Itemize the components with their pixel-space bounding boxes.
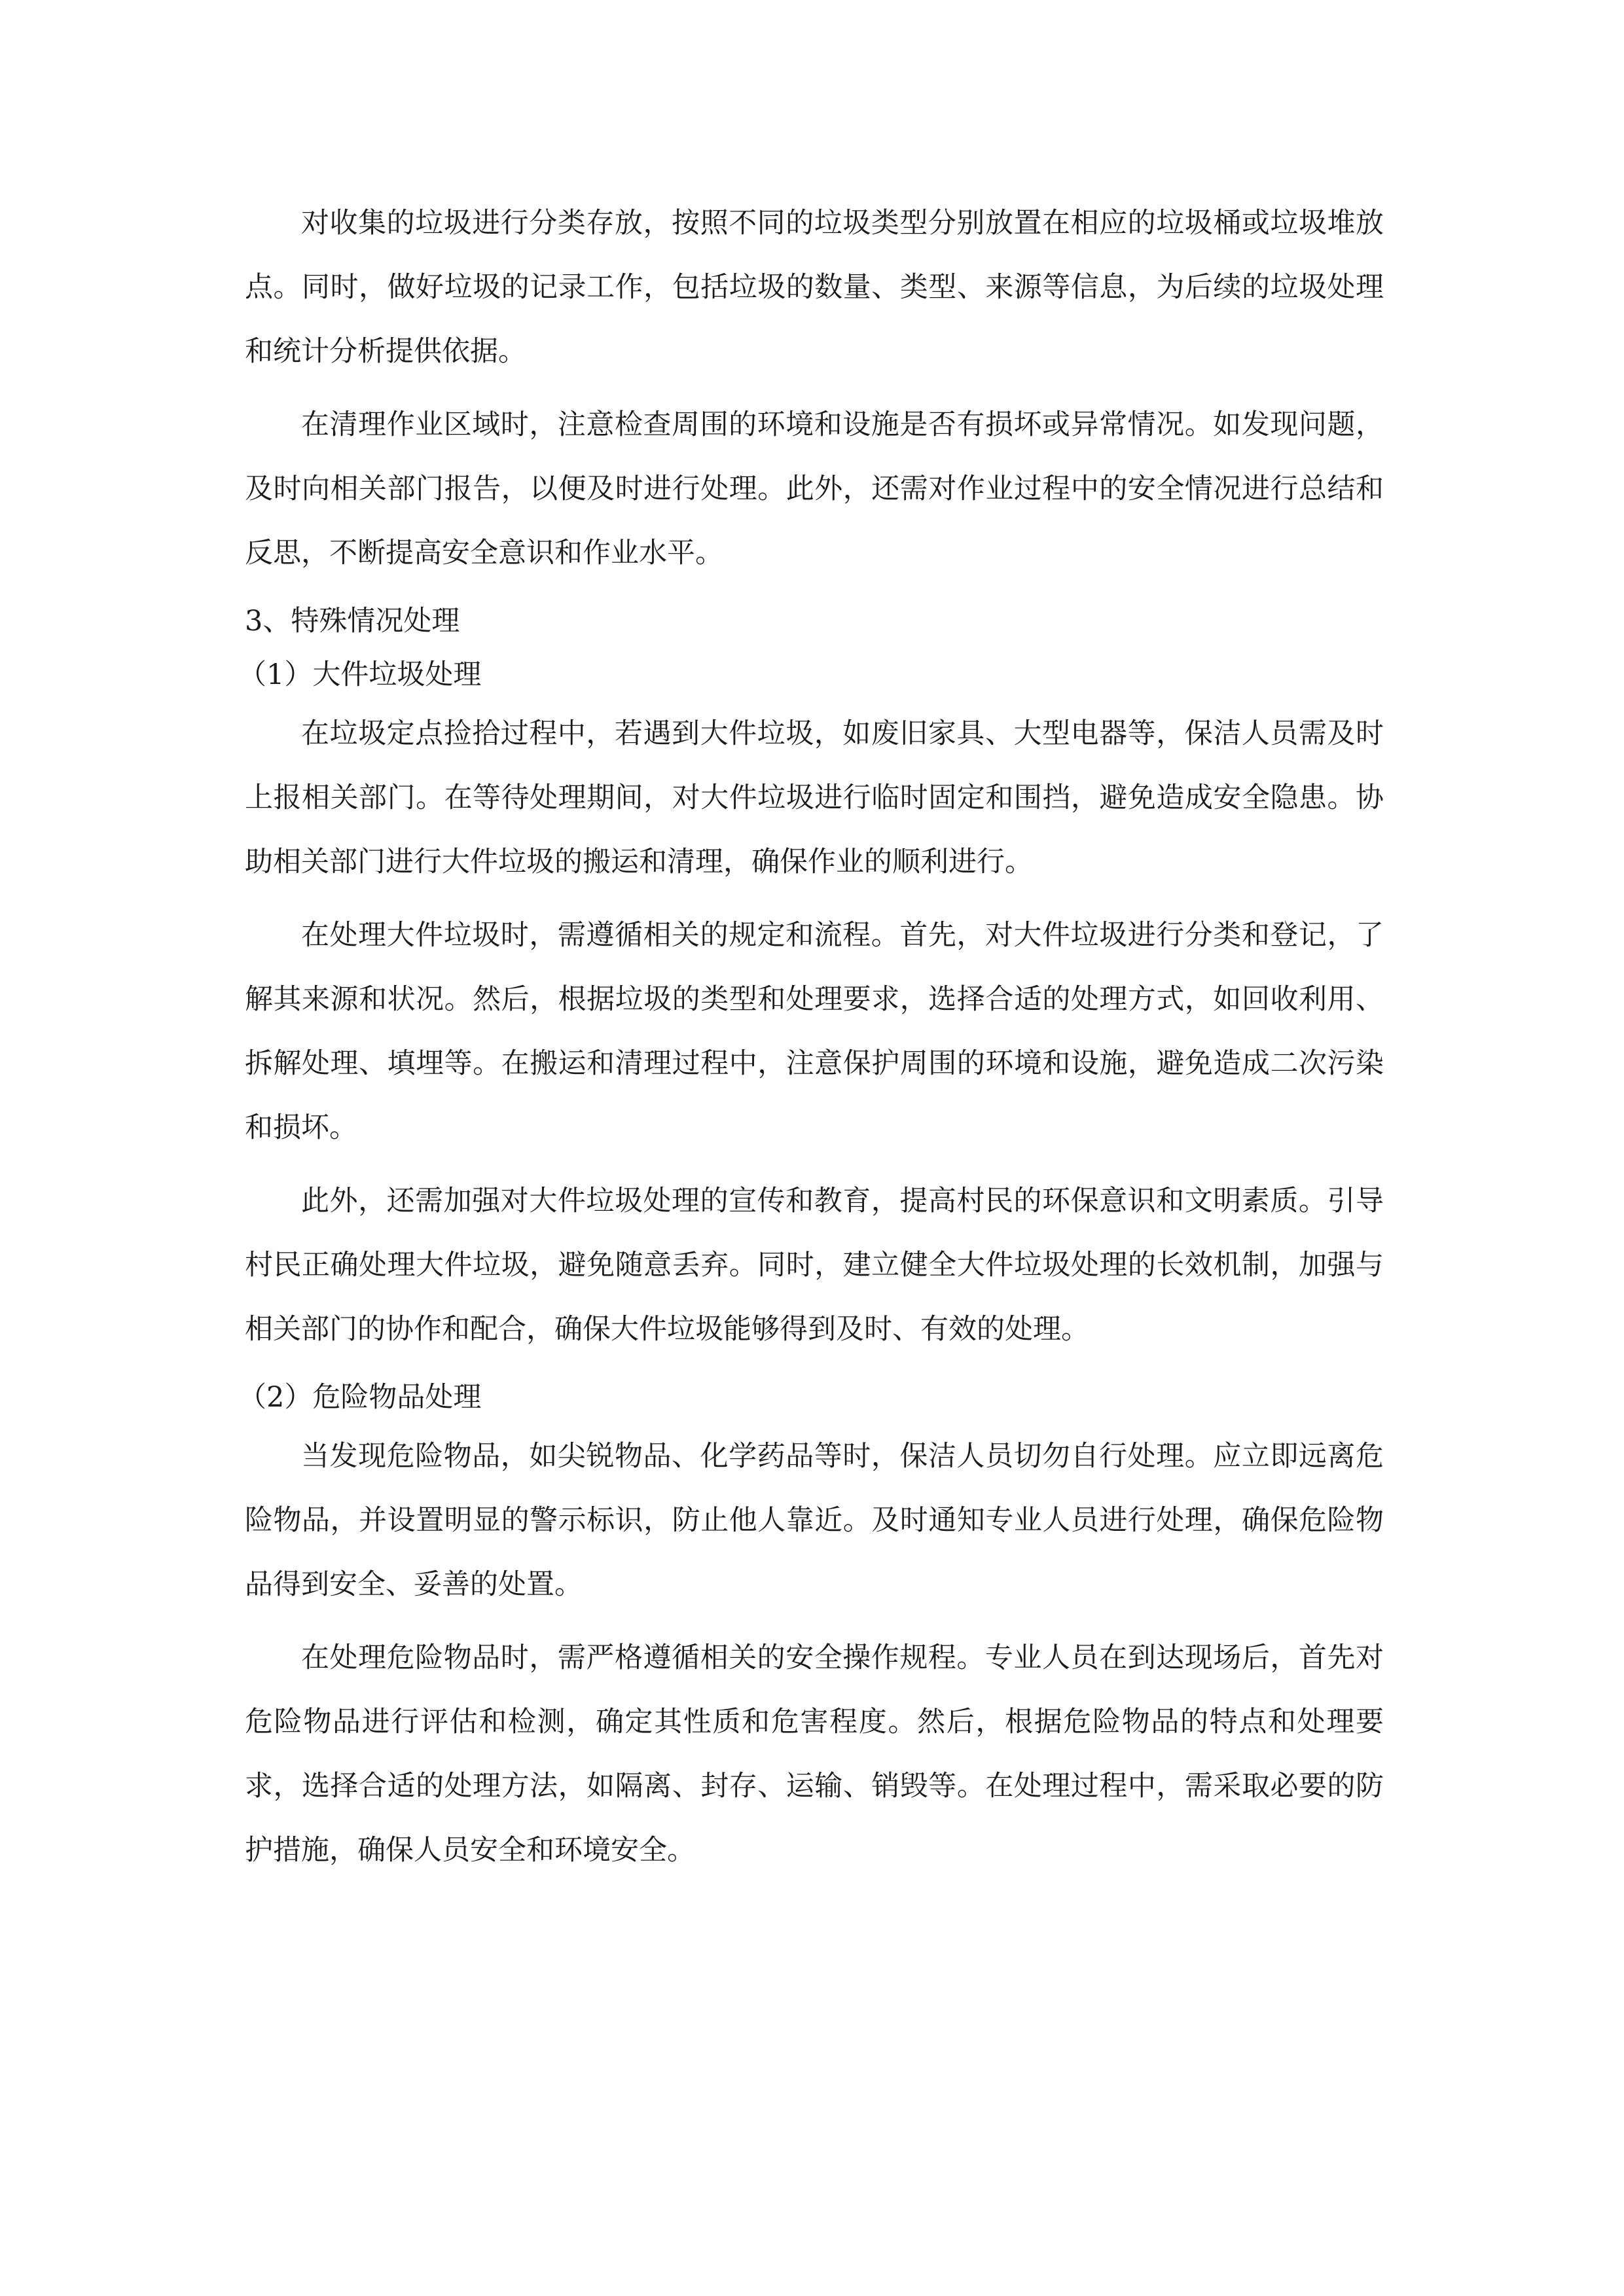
paragraph-gap	[245, 384, 1384, 393]
section-heading-special-cases: 3、特殊情况处理	[245, 605, 460, 637]
paragraph-bulky-waste-procedure: 在处理大件垃圾时，需遵循相关的规定和流程。首先，对大件垃圾进行分类和登记，了解其来源和状况。然后，根据垃圾的类型和处理要求，选择合适的处理方式，如回收利用、拆解处理、填埋等。在搬运和清理过程中，注意保护周围的环境和设施，避免造成二次污染和损坏。	[245, 919, 1384, 1144]
paragraph-cleanup-inspection: 在清理作业区域时，注意检查周围的环境和设施是否有损坏或异常情况。如发现问题，及时向相关部门报告，以便及时进行处理。此外，还需对作业过程中的安全情况进行总结和反思，不断提高安全意识和作业水平。	[245, 408, 1384, 569]
paragraph-gap	[245, 1361, 1384, 1371]
subsection-heading-bulky-waste: （1）大件垃圾处理	[238, 658, 482, 691]
paragraph-bulky-waste-report: 在垃圾定点捡拾过程中，若遇到大件垃圾，如废旧家具、大型电器等，保洁人员需及时上报相关部门。在等待处理期间，对大件垃圾进行临时固定和围挡，避免造成安全隐患。协助相关部门进行大件垃圾的搬运和清理，确保作业的顺利进行。	[245, 717, 1384, 878]
document-body	[238, 191, 1384, 1882]
paragraph-bulky-waste-education: 此外，还需加强对大件垃圾处理的宣传和教育，提高村民的环保意识和文明素质。引导村民正确处理大件垃圾，避免随意丢弃。同时，建立健全大件垃圾处理的长效机制，加强与相关部门的协作和配合，确保大件垃圾能够得到及时、有效的处理。	[245, 1185, 1384, 1346]
subsection-heading-hazardous-items: （2）危险物品处理	[238, 1381, 482, 1414]
paragraph-gap	[245, 585, 1384, 594]
paragraph-sorting-storage: 对收集的垃圾进行分类存放，按照不同的垃圾类型分别放置在相应的垃圾桶或垃圾堆放点。同时，做好垃圾的记录工作，包括垃圾的数量、类型、来源等信息，为后续的垃圾处理和统计分析提供依据。	[245, 207, 1384, 368]
paragraph-gap	[245, 1160, 1384, 1169]
paragraph-gap	[245, 894, 1384, 903]
paragraph-hazardous-procedure: 在处理危险物品时，需严格遵循相关的安全操作规程。专业人员在到达现场后，首先对危险物品进行评估和检测，确定其性质和危害程度。然后，根据危险物品的特点和处理要求，选择合适的处理方法，如隔离、封存、运输、销毁等。在处理过程中，需采取必要的防护措施，确保人员安全和环境安全。	[245, 1641, 1384, 1867]
paragraph-hazardous-discovery: 当发现危险物品，如尖锐物品、化学药品等时，保洁人员切勿自行处理。应立即远离危险物品，并设置明显的警示标识，防止他人靠近。及时通知专业人员进行处理，确保危险物品得到安全、妥善的处置。	[245, 1440, 1384, 1601]
paragraph-gap	[245, 1617, 1384, 1626]
